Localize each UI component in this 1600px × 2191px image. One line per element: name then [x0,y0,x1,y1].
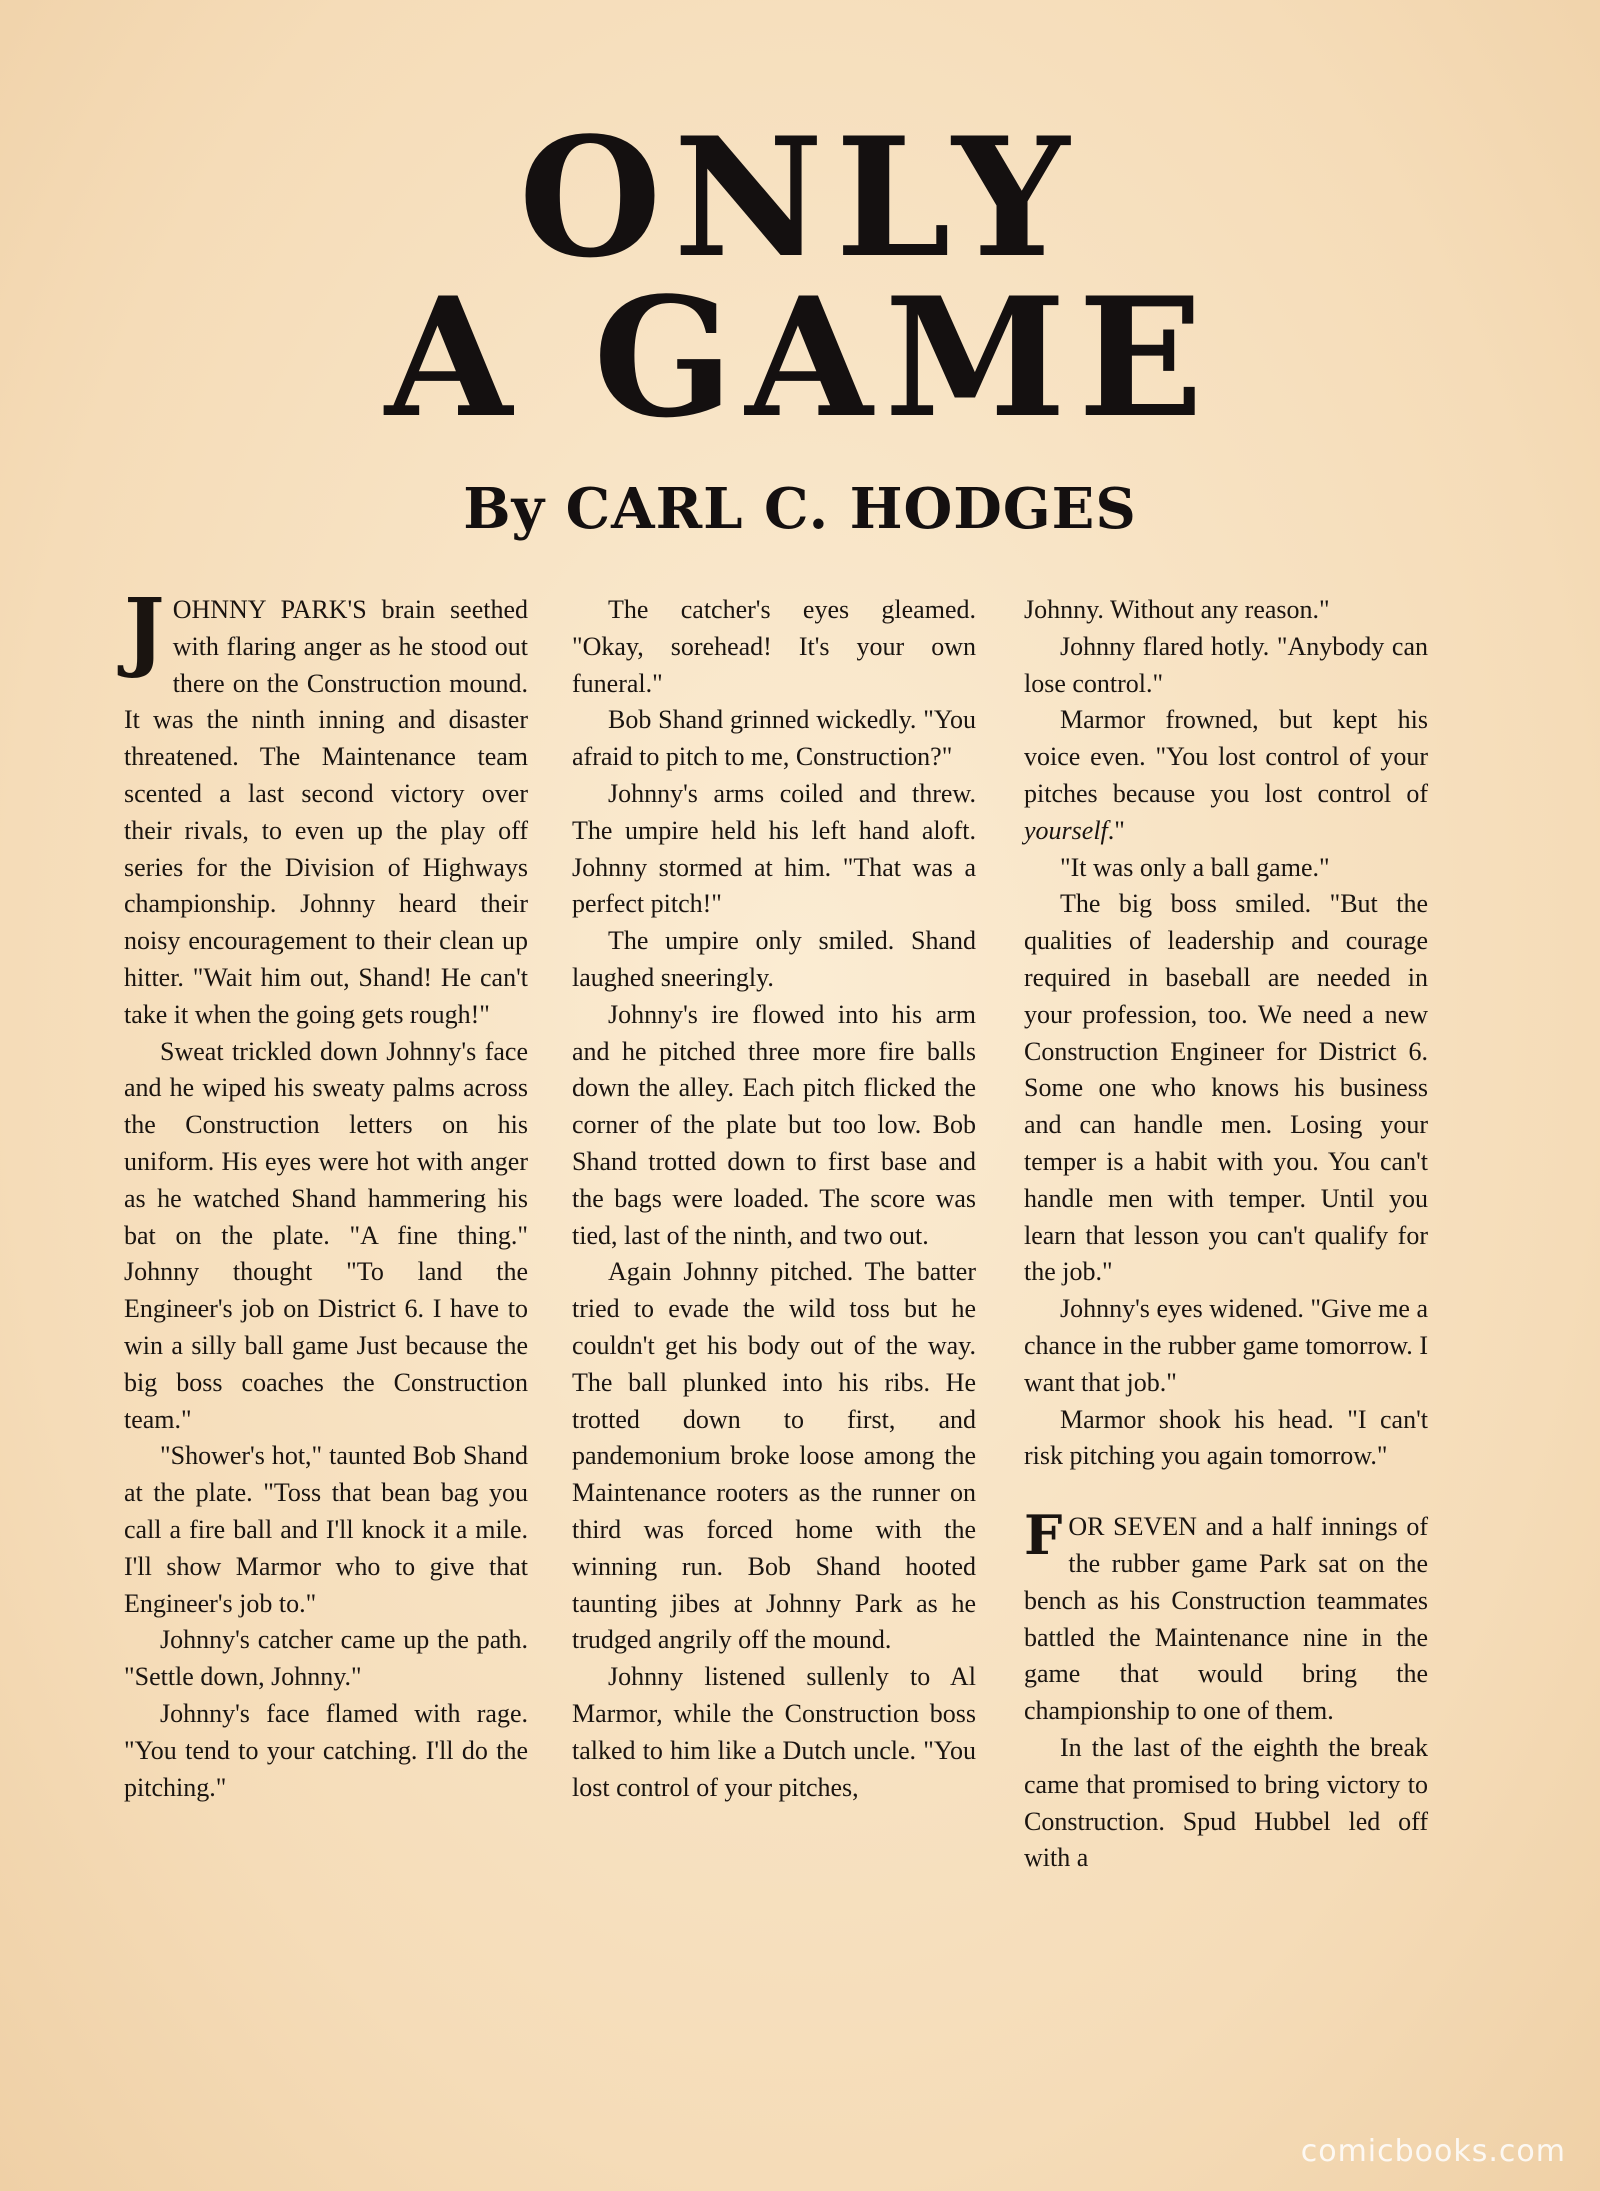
paragraph: Johnny's ire flowed into his arm and he pitched three more fire balls down the alley. Each pitch flicked the corner of the plate but too low. Bob Shand trotted down to first base and the bags were loaded. The score was tied, last of the ninth, and two out. [572,999,976,1250]
paragraph: Johnny's catcher came up the path. "Settle down, Johnny." [124,1625,528,1692]
paragraph-text: OHNNY PARK'S brain seethed with flaring anger as he stood out there on the Construction mound. It was the ninth inning and disaster threatened. The Maintenance team scented a last second victory over their rivals, to even up the play off series for the Division of Highways championship. Johnny heard their noisy encouragement to their clean up hitter. "Wait him out, Shand! He can't take it when the going gets rough!" [124,595,528,1029]
paragraph-text: Marmor frowned, but kept his voice even. "You lost control of your pitches because you lost control of [1024,705,1428,808]
paragraph: Marmor shook his head. "I can't risk pitching you again tomorrow." [1024,1404,1428,1471]
paragraph: Bob Shand grinned wickedly. "You afraid to pitch to me, Construction?" [572,705,976,772]
paragraph: Again Johnny pitched. The batter tried to evade the wild toss but he couldn't get his body out of the way. The ball plunked into his ribs. He trotted down to first, and pandemonium broke loose among the Maintenance rooters as the runner on third was forced home with the winning run. Bob Shand hooted taunting jibes at Johnny Park as he trudged angrily off the mound. [572,1257,976,1655]
paragraph: "It was only a ball game." [1060,852,1330,882]
paragraph: "Shower's hot," taunted Bob Shand at the plate. "Toss that bean bag you call a fire ball and I'll knock it a mile. I'll show Marmor who to give that Engineer's job to." [124,1441,528,1618]
paragraph: Sweat trickled down Johnny's face and he wiped his sweaty palms across the Construction letters on his uniform. His eyes were hot with anger as he watched Shand hammering his bat on the plate. "A fine thing." Johnny thought "To land the Engineer's job on District 6. I have to win a silly ball game Just because the big boss coaches the Construction team." [124,1036,528,1434]
paragraph-text: ." [1107,815,1125,845]
paragraph: Johnny's face flamed with rage. "You tend to your catching. I'll do the pitching." [124,1698,528,1802]
watermark: comicbooks.com [1300,2134,1566,2169]
drop-cap: F [1024,1503,1063,1568]
paragraph [1024,702,1428,849]
paragraph: Johnny flared hotly. "Anybody can lose control." [1024,631,1428,698]
column-3 [1024,592,1428,1877]
story-title [0,101,1600,454]
paragraph-text: OR SEVEN and a half innings of the rubber game Park sat on the bench as his Construction teammates battled the Maintenance nine in the game that would bring the championship to one of them. [1024,1512,1428,1726]
column-2 [572,592,976,1806]
byline: By CARL C. HODGES [463,476,1137,542]
paragraph: Johnny listened sullenly to Al Marmor, while the Construction boss talked to him like a Dutch uncle. "You lost control of your pitches, [572,1662,976,1802]
column-1 [124,580,528,1806]
paragraph: In the last of the eighth the break came that promised to bring victory to Construction. Spud Hubbel led off with a [1024,1732,1428,1873]
drop-cap: J [124,580,165,681]
paragraph: Johnny's arms coiled and threw. The umpire held his left hand aloft. Johnny stormed at him. "That was a perfect pitch!" [572,778,976,919]
paragraph [1024,1503,1428,1730]
emphasis-text: yourself [1024,815,1108,845]
paragraph: Johnny's eyes widened. "Give me a chance in the rubber game tomorrow. I want that job." [1024,1294,1428,1397]
paragraph: The umpire only smiled. Shand laughed sneeringly. [572,926,976,992]
paragraph: The catcher's eyes gleamed. "Okay, sorehead! It's your own funeral." [572,595,976,698]
paragraph [124,580,528,1034]
paragraph: Johnny. Without any reason." [1024,595,1330,624]
title-line-1: ONLY [518,101,1082,294]
title-line-2: A GAME [384,261,1216,454]
paragraph: The big boss smiled. "But the qualities of leadership and courage required in baseball are needed in your profession, too. We need a new Construction Engineer for District 6. Some one who knows his business and can handle men. Losing your temper is a habit with you. You can't handle men with temper. Until you learn that lesson you can't qualify for the job." [1024,889,1428,1287]
